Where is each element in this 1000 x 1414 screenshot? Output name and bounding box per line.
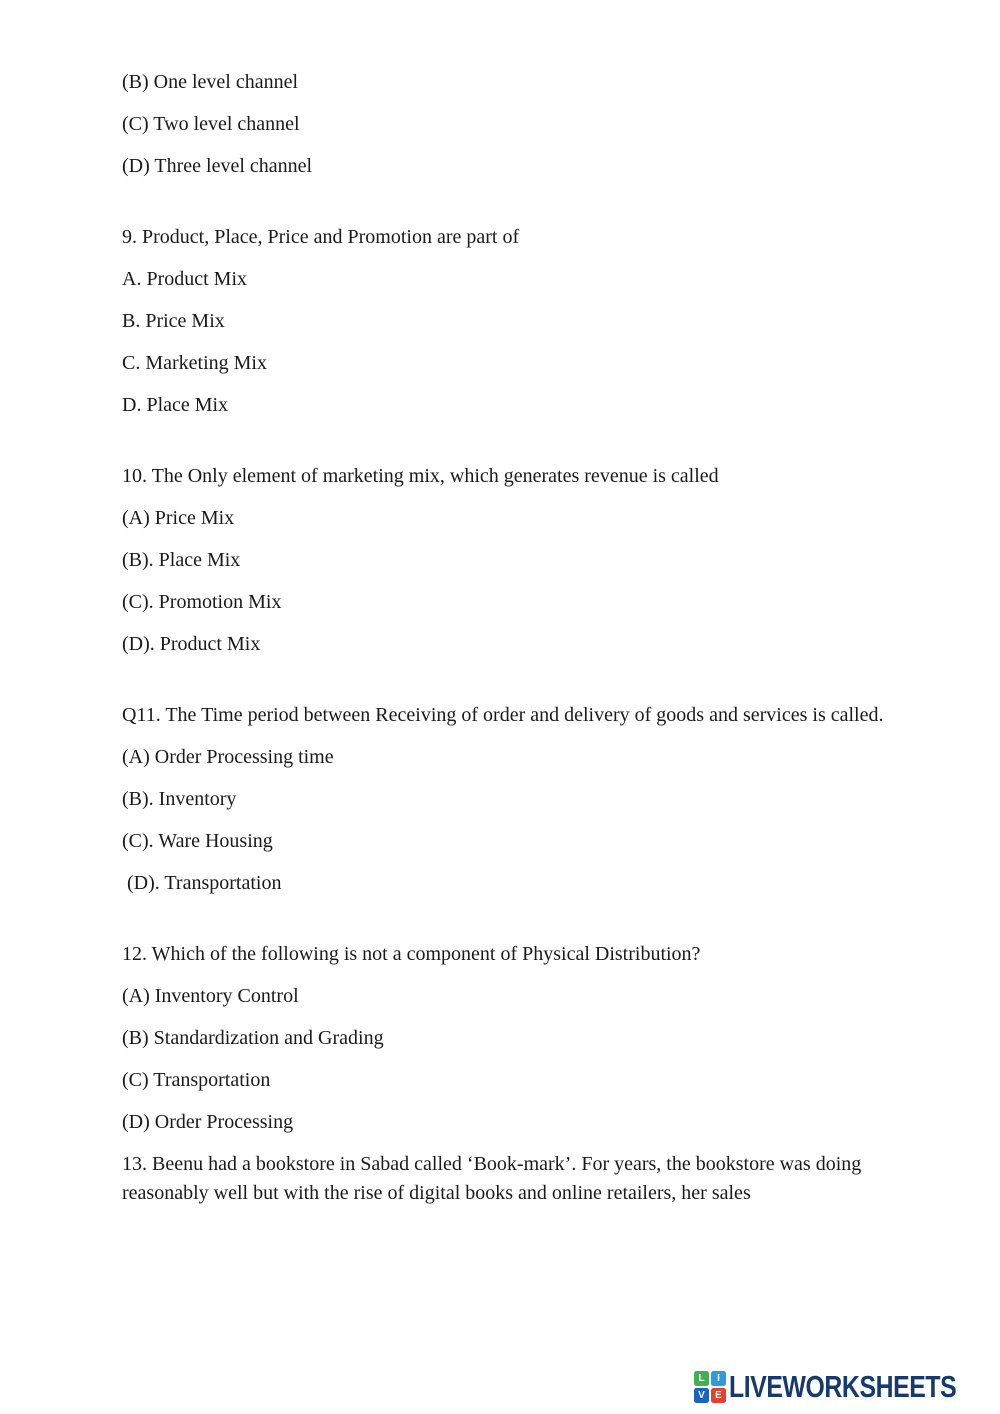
option-line: (C). Promotion Mix bbox=[122, 591, 282, 613]
question-text: Q11. The Time period between Receiving of order and delivery of goods and services is called. bbox=[122, 704, 884, 726]
liveworksheets-logo-icon bbox=[694, 1371, 726, 1403]
option-line: (B). Inventory bbox=[122, 788, 237, 810]
logo-square-i: I bbox=[711, 1371, 726, 1386]
option-line: A. Product Mix bbox=[122, 268, 247, 290]
question-text: 10. The Only element of marketing mix, which generates revenue is called bbox=[122, 465, 719, 487]
option-line: (C) Transportation bbox=[122, 1069, 271, 1091]
option-line: (D). Transportation bbox=[122, 872, 282, 894]
liveworksheets-logo[interactable] bbox=[694, 1369, 1000, 1405]
question-block-10 bbox=[122, 462, 937, 659]
option-line: (A) Price Mix bbox=[122, 507, 235, 529]
option-line: (C) Two level channel bbox=[122, 113, 300, 135]
option-line: (B) One level channel bbox=[122, 71, 299, 93]
question-block-8-options bbox=[122, 68, 937, 181]
option-line: (B) Standardization and Grading bbox=[122, 1027, 384, 1049]
option-line: (D) Three level channel bbox=[122, 155, 313, 177]
logo-square-l: L bbox=[694, 1371, 709, 1386]
option-line: (A) Order Processing time bbox=[122, 746, 334, 768]
question-text: 9. Product, Place, Price and Promotion are part of bbox=[122, 226, 520, 248]
question-block-11 bbox=[122, 701, 937, 898]
option-line: (C). Ware Housing bbox=[122, 830, 273, 852]
option-line: C. Marketing Mix bbox=[122, 352, 267, 374]
logo-square-e: E bbox=[711, 1388, 726, 1403]
liveworksheets-logo-text: LIVEWORKSHEETS bbox=[729, 1369, 957, 1404]
logo-square-v: V bbox=[694, 1388, 709, 1403]
question-text: 13. Beenu had a bookstore in Sabad called ‘Book-mark’. For years, the bookstore was doing reasonably well but with the rise of digital books and online retailers, her sales bbox=[122, 1153, 867, 1204]
option-line: (D). Product Mix bbox=[122, 633, 261, 655]
option-line: D. Place Mix bbox=[122, 394, 229, 416]
option-line: (D) Order Processing bbox=[122, 1111, 294, 1133]
question-block-9 bbox=[122, 223, 937, 420]
question-block-12 bbox=[122, 940, 937, 1137]
option-line: B. Price Mix bbox=[122, 310, 225, 332]
option-line: (B). Place Mix bbox=[122, 549, 241, 571]
question-block-13 bbox=[122, 1150, 937, 1208]
question-text: 12. Which of the following is not a component of Physical Distribution? bbox=[122, 943, 701, 965]
option-line: (A) Inventory Control bbox=[122, 985, 299, 1007]
